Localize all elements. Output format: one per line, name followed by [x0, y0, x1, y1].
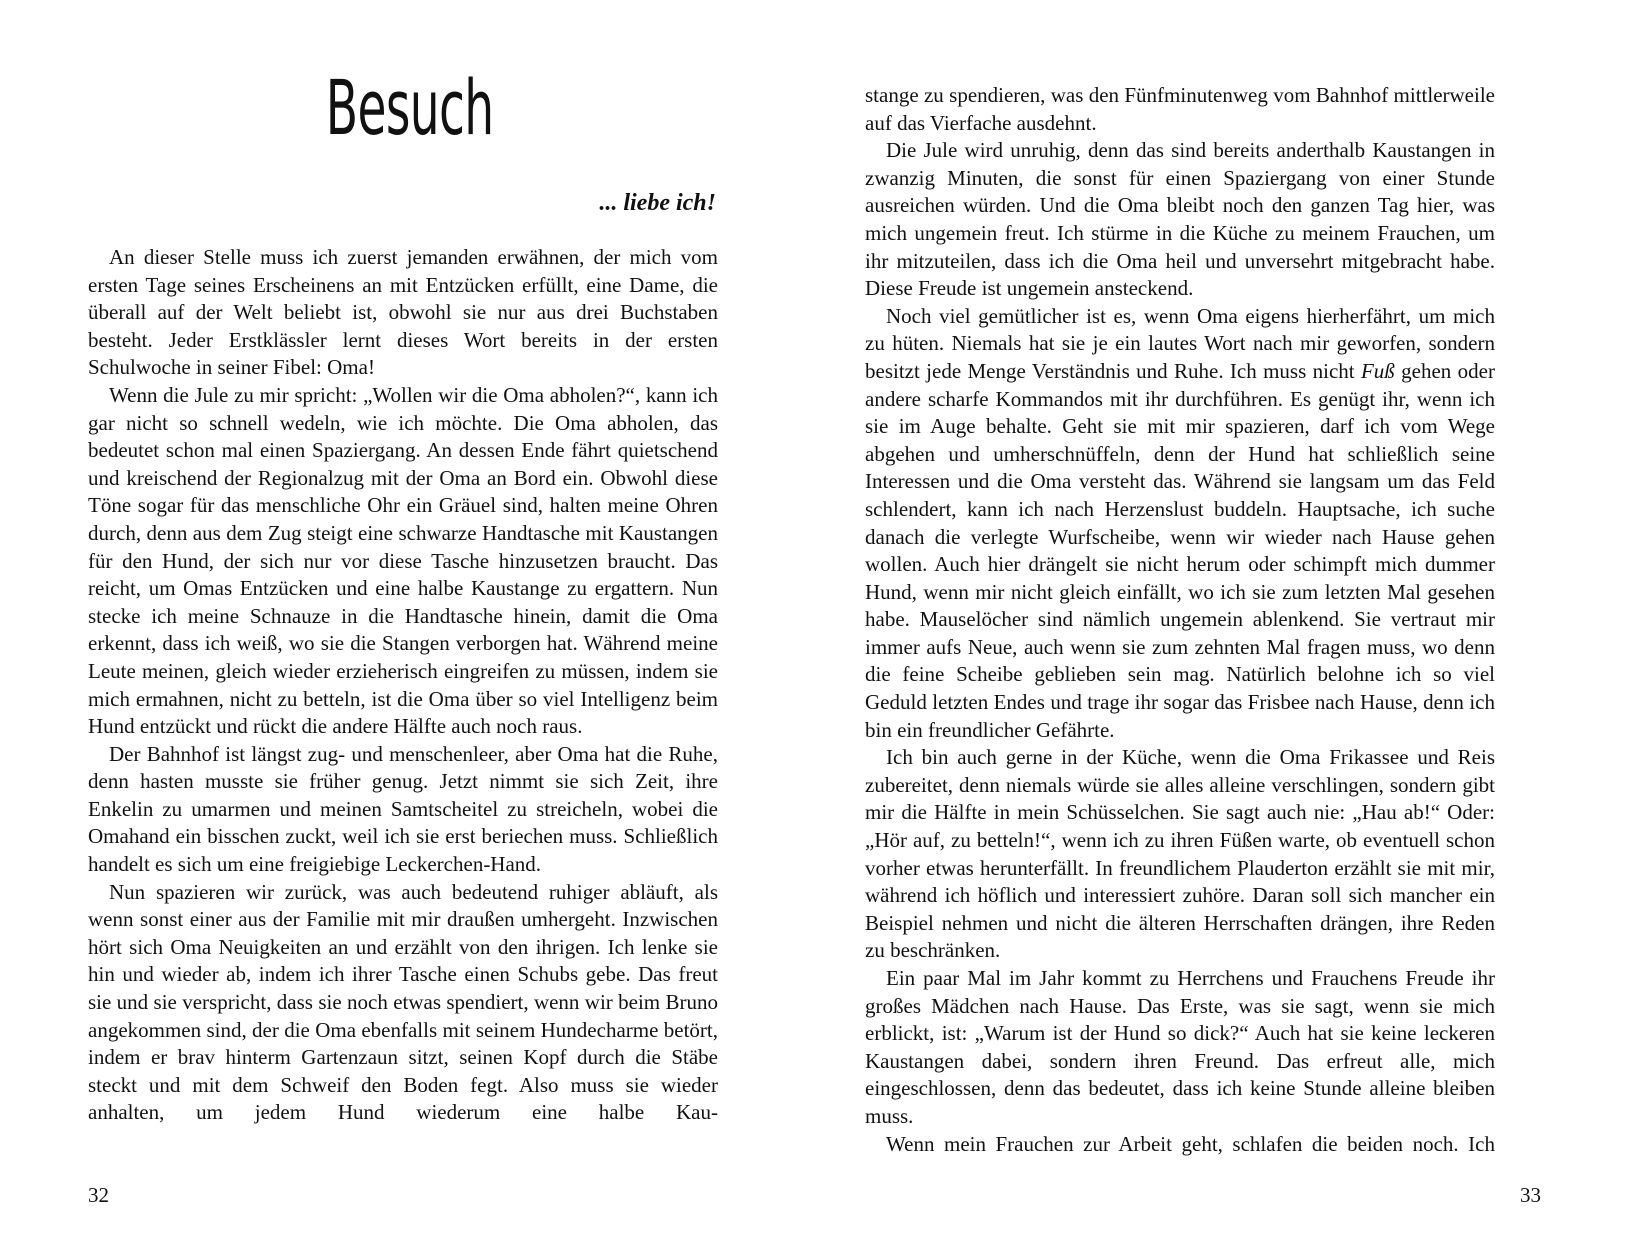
paragraph: Der Bahnhof ist längst zug- und menschenleer, aber Oma hat die Ruhe, denn hasten musste sie früher genug. Jetzt nimmt sie sich Zeit, ihre Enkelin zu umarmen und meinen Samtscheitel zu streicheln, wobei die Omahand ein bisschen zuckt, weil ich sie erst beriechen muss. Schließlich handelt es sich um eine freigiebige Leckerchen-Hand. — [88, 741, 718, 877]
page-number-right: 33 — [1520, 1183, 1541, 1207]
chapter-epigraph: ... liebe ich! — [599, 190, 716, 216]
emphasized-word: Fuß — [1360, 358, 1395, 383]
paragraph: Nun spazieren wir zurück, was auch bedeutend ruhiger abläuft, als wenn sonst einer aus der Familie mit mir draußen umhergeht. Inzwischen hört sich Oma Neuigkeiten an und erzählt von den ihrigen. Ich lenke sie hin und wieder ab, indem ich ihrer Tasche einen Schubs gebe. Das freut sie und sie verspricht, dass sie noch etwas spendiert, wenn wir beim Bruno angekommen sind, der die Oma ebenfalls mit seinem Hundecharme betört, indem er brav hinterm Gartenzaun sitzt, seinen Kopf durch die Stäbe steckt und mit dem Schweif den Boden fegt. Also muss sie wieder anhalten, um jedem Hund wiederum eine halbe Kau- — [88, 879, 718, 1125]
paragraph-text: gehen oder andere scharfe Kommandos mit ihr durchführen. Es genügt ihr, wenn ich sie im Auge behalte. Geht sie mit mir spazieren, darf ich vom Wege abgehen und umherschnüffeln, denn der Hund hat schließlich seine Interessen und die Oma versteht das. Während sie langsam um das Feld schlendert, kann ich nach Herzenslust buddeln. Hauptsache, ich suche danach die verlegte Wurfscheibe, wenn wir wieder nach Hause gehen wollen. Auch hier drängelt sie nicht herum oder schimpft mich dummer Hund, wenn mir nicht gleich einfällt, wo ich sie zum letzten Mal gesehen habe. Mauselöcher sind nämlich ungemein ablenkend. Sie vertraut mir immer aufs Neue, auch wenn sie zum zehnten Mal fragen muss, wo denn die feine Scheibe geblieben sein mag. Natürlich belohne ich so viel Geduld letzten Endes und trage ihr sogar das Frisbee nach Hause, denn ich bin ein freundlicher Gefährte. — [865, 358, 1495, 742]
right-text-column — [865, 82, 1495, 1158]
paragraph: Ich bin auch gerne in der Küche, wenn die Oma Frikassee und Reis zubereitet, denn niemals würde sie alles alleine verschlingen, sondern gibt mir die Hälfte in mein Schüsselchen. Sie sagt auch nie: „Hau ab!“ Oder: „Hör auf, zu betteln!“, wenn ich zu ihren Füßen warte, ob eventuell schon vorher etwas herunterfällt. In freundlichem Plauderton erzählt sie mit mir, während ich höflich und interessiert zuhöre. Daran soll sich mancher ein Beispiel nehmen und nicht die älteren Herrschaften drängen, ihre Reden zu beschränken. — [865, 745, 1495, 963]
paragraph: stange zu spendieren, was den Fünfminutenweg vom Bahnhof mittlerweile auf das Vierfache ausdehnt. — [865, 83, 1495, 135]
paragraph-text: Noch viel gemütlicher ist es, wenn Oma eigens hierherfährt, um mich zu hüten. Niemals hat sie je ein lautes Wort nach mir geworfen, sondern besitzt jede Menge Verständnis und Ruhe. Ich muss nicht — [865, 303, 1495, 383]
paragraph: Wenn die Jule zu mir spricht: „Wollen wir die Oma abholen?“, kann ich gar nicht so schnell wedeln, wie ich möchte. Die Oma abholen, das bedeutet schon mal einen Spaziergang. An dessen Ende fährt quietschend und kreischend der Regionalzug mit der Oma an Bord ein. Obwohl diese Töne sogar für das menschliche Ohr ein Gräuel sind, halten meine Ohren durch, denn aus dem Zug steigt eine schwarze Handtasche mit Kaustangen für den Hund, der sich nur vor diese Tasche hinzusetzen braucht. Das reicht, um Omas Entzücken und eine halbe Kaustange zu ergattern. Nun stecke ich meine Schnauze in die Handtasche hinein, damit die Oma erkennt, dass ich weiß, wo sie die Stangen verborgen hat. Während meine Leute meinen, gleich wieder erzieherisch eingreifen zu müssen, indem sie mich ermahnen, nicht zu betteln, ist die Oma über so viel Intelligenz beim Hund entzückt und rückt die andere Hälfte auch noch raus. — [88, 382, 718, 739]
paragraph — [865, 303, 1495, 745]
paragraph: An dieser Stelle muss ich zuerst jemanden erwähnen, der mich vom ersten Tage seines Erscheinens an mit Entzücken erfüllt, eine Dame, die überall auf der Welt beliebt ist, obwohl sie nur aus drei Buchstaben besteht. Jeder Erstklässler lernt dieses Wort bereits in der ersten Schulwoche in seiner Fibel: Oma! — [88, 245, 718, 380]
paragraph: Die Jule wird unruhig, denn das sind bereits anderthalb Kaustangen in zwanzig Minuten, die sonst für einen Spaziergang von einer Stunde ausreichen würden. Und die Oma bleibt noch den ganzen Tag hier, was mich ungemein freut. Ich stürme in die Küche zu meinem Frauchen, um ihr mitzuteilen, dass ich die Oma heil und unversehrt mitgebracht habe. Diese Freude ist ungemein ansteckend. — [865, 138, 1495, 301]
left-text-column — [88, 244, 718, 1127]
paragraph: Wenn mein Frauchen zur Arbeit geht, schlafen die beiden noch. Ich — [886, 1131, 1495, 1156]
paragraph: Ein paar Mal im Jahr kommt zu Herrchens und Frauchens Freude ihr großes Mädchen nach Hause. Das Erste, was sie sagt, wenn sie mich erblickt, ist: „Warum ist der Hund so dick?“ Auch hat sie keine leckeren Kaustangen dabei, sondern ihren Freund. Das erfreut alle, mich eingeschlossen, denn das bedeutet, dass ich keine Stunde alleine bleiben muss. — [865, 966, 1495, 1128]
right-page — [825, 0, 1650, 1240]
chapter-title: Besuch — [325, 63, 494, 152]
page-number-left: 32 — [88, 1183, 109, 1207]
